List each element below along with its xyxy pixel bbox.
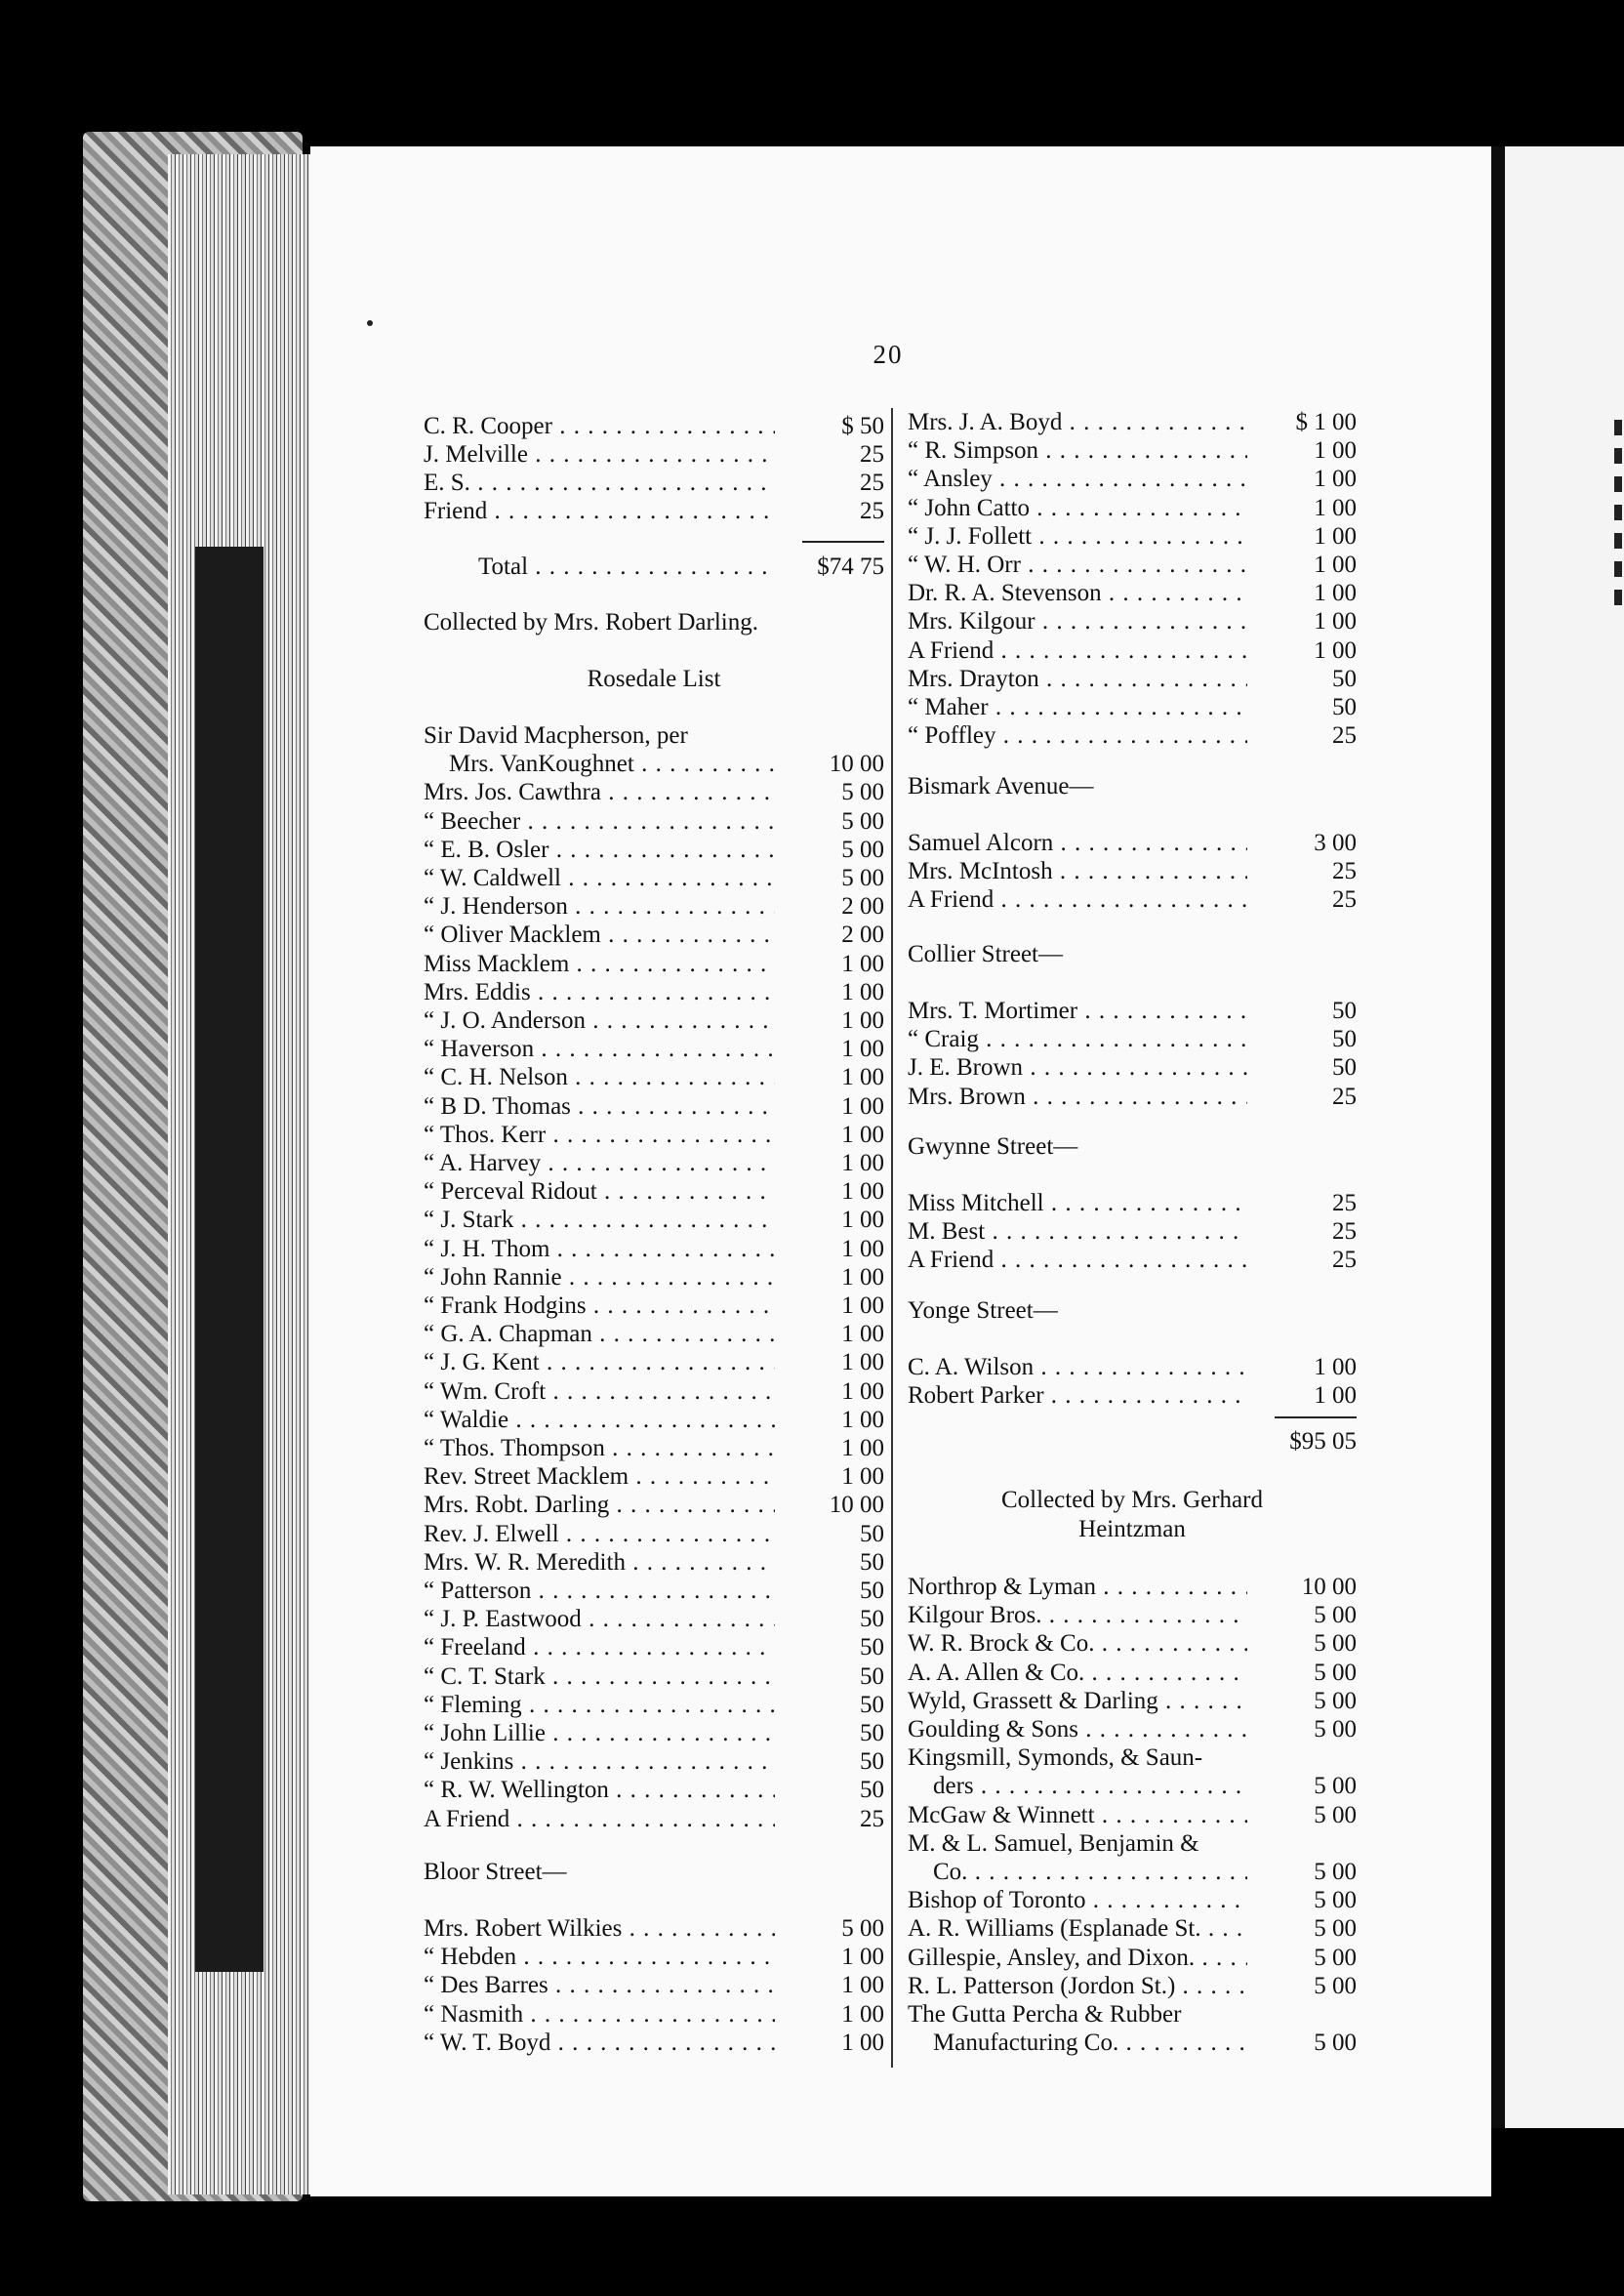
donor-name: “ Wm. Croft . . . (424, 1377, 775, 1406)
list-item (908, 1246, 1357, 1274)
donor-name: “ Haverson . . . (424, 1035, 775, 1063)
list-item (908, 693, 1357, 721)
list-item (908, 1772, 1357, 1800)
donation-amount: 50 (1332, 998, 1357, 1024)
list-item (908, 636, 1357, 665)
donor-name: Mrs. W. R. Meredith . . . (424, 1548, 775, 1577)
list-item (908, 1353, 1357, 1381)
donation-amount: 50 (1332, 665, 1357, 692)
donor-name: Goulding & Sons . . . (908, 1715, 1247, 1743)
donation-amount: 1 00 (841, 1207, 884, 1234)
donation-amount: 1 00 (841, 1435, 884, 1461)
list-item (908, 1025, 1357, 1053)
list-item (424, 1348, 884, 1376)
subtotal-amount: $95 05 (1289, 1428, 1357, 1455)
donation-amount: 25 (860, 498, 884, 524)
donor-name: R. L. Patterson (Jordon St.) . . . (908, 1972, 1247, 2000)
donor-name: A Friend . . . (908, 1246, 1247, 1274)
donation-amount: 50 (1332, 1026, 1357, 1053)
list-item (424, 2029, 884, 2057)
donor-name: “ Oliver Macklem . . . (424, 921, 775, 949)
donation-amount: 50 (860, 1748, 884, 1776)
donation-amount: 50 (860, 1720, 884, 1746)
list-item (424, 1633, 884, 1661)
donor-name: Mrs. Kilgour . . . (908, 607, 1247, 636)
donor-name: “ Perceval Ridout . . . (424, 1177, 775, 1206)
collector-heading-line1: Collected by Mrs. Gerhard (1001, 1487, 1263, 1513)
donation-amount: 1 00 (1314, 636, 1357, 664)
donation-amount: 1 00 (841, 1007, 884, 1034)
donation-amount: 1 00 (841, 1178, 884, 1206)
donation-amount: 25 (860, 470, 884, 496)
list-item (908, 2029, 1357, 2057)
donor-name: “ G. A. Chapman . . . (424, 1320, 775, 1348)
list-item (424, 721, 884, 750)
list-item (424, 750, 884, 778)
donor-name: Robert Parker . . . (908, 1381, 1247, 1410)
donation-amount: 3 00 (1314, 830, 1357, 856)
donor-name: “ Maher . . . (908, 693, 1247, 721)
list-item (908, 522, 1357, 551)
donation-amount: 5 00 (1314, 1659, 1357, 1686)
donation-amount: 5 00 (1314, 1972, 1357, 1999)
list-item (424, 1577, 884, 1605)
donor-name: “ Craig . . . (908, 1025, 1247, 1053)
list-item (424, 1520, 884, 1548)
donation-amount: 50 (860, 1606, 884, 1633)
list-item (908, 1829, 1357, 1858)
donation-amount: 5 00 (841, 779, 884, 806)
donation-amount: 1 00 (841, 1377, 884, 1405)
donation-amount: 50 (860, 1548, 884, 1576)
list-item (908, 1944, 1357, 1972)
donor-name: Bishop of Toronto . . . (908, 1886, 1247, 1914)
section-heading-collier: Collier Street— (908, 941, 1063, 967)
list-item (424, 1805, 884, 1833)
list-item (424, 1177, 884, 1206)
list-item (908, 436, 1357, 465)
donor-name: M. Best . . . (908, 1217, 1247, 1246)
list-item (908, 1801, 1357, 1829)
donation-amount: 25 (1332, 886, 1357, 914)
donation-amount: 1 00 (841, 1263, 884, 1291)
list-item (908, 607, 1357, 636)
donation-amount: 5 00 (1314, 1687, 1357, 1714)
list-item (424, 1377, 884, 1406)
list-item (424, 892, 884, 921)
donation-amount: 1 00 (841, 1092, 884, 1120)
donation-amount: 5 00 (1314, 1773, 1357, 1800)
donation-amount: 1 00 (841, 1121, 884, 1148)
list-item (908, 1659, 1357, 1687)
list-item (908, 408, 1357, 436)
list-item (908, 1687, 1357, 1715)
list-item (908, 494, 1357, 522)
list-item (424, 2000, 884, 2029)
donation-amount: 50 (1332, 1054, 1357, 1082)
list-item (908, 1601, 1357, 1629)
subtotal-row (908, 1427, 1357, 1456)
list-item (424, 1320, 884, 1348)
donation-amount: 1 00 (841, 2029, 884, 2056)
donor-name: “ Thos. Kerr . . . (424, 1121, 775, 1149)
donor-name: Mrs. Robt. Darling . . . (424, 1491, 775, 1519)
donor-name: Co. . . . (908, 1858, 1247, 1886)
list-item (908, 1573, 1357, 1601)
list-item (424, 1462, 884, 1491)
donor-name: Mrs. Eddis . . . (424, 978, 775, 1006)
donation-amount: 25 (860, 441, 884, 468)
list-item (424, 1263, 884, 1292)
donor-name: “ R. W. Wellington . . . (424, 1776, 775, 1804)
donation-amount: 5 00 (841, 807, 884, 835)
list-item (424, 864, 884, 892)
list-item (424, 1914, 884, 1943)
donation-amount: 2 00 (841, 893, 884, 921)
list-item (908, 1743, 1357, 1772)
donation-amount: 1 00 (841, 2000, 884, 2028)
donation-amount: 1 00 (1314, 466, 1357, 493)
list-item (424, 836, 884, 864)
donor-name: The Gutta Percha & Rubber (908, 2001, 1182, 2028)
list-item (424, 1235, 884, 1263)
donation-amount: 50 (860, 1520, 884, 1547)
list-item (908, 579, 1357, 607)
donation-amount: 50 (860, 1634, 884, 1661)
donation-amount: 1 00 (841, 1463, 884, 1491)
donor-name: ders . . . (908, 1772, 1247, 1800)
list-item (908, 1972, 1357, 2000)
list-item (424, 1434, 884, 1462)
section-heading-bloor: Bloor Street— (424, 1859, 567, 1885)
donation-amount: 25 (1332, 1247, 1357, 1274)
donation-amount: 10 00 (829, 751, 884, 778)
donation-amount: 1 00 (1314, 1354, 1357, 1380)
donor-name: Sir David Macpherson, per (424, 722, 688, 749)
donation-amount: 50 (860, 1662, 884, 1690)
donor-name: A Friend . . . (908, 636, 1247, 665)
donor-name: J. E. Brown . . . (908, 1053, 1247, 1082)
list-item (424, 469, 884, 497)
collector-heading: Collected by Mrs. Robert Darling. (424, 609, 758, 636)
donation-amount: 25 (1332, 1190, 1357, 1216)
speck (367, 320, 373, 326)
donor-name: “ W. Caldwell . . . (424, 864, 775, 892)
list-item (908, 665, 1357, 693)
donation-amount: 1 00 (841, 1972, 884, 1999)
donor-name: Mrs. Robert Wilkies . . . (424, 1914, 775, 1943)
list-item (908, 1053, 1357, 1082)
list-item (424, 1149, 884, 1177)
list-item (424, 1206, 884, 1234)
donation-amount: 5 00 (1314, 1859, 1357, 1885)
list-item (424, 1548, 884, 1577)
list-item (424, 807, 884, 836)
donor-name: Mrs. Drayton . . . (908, 665, 1247, 693)
list-item (908, 997, 1357, 1025)
donor-name: “ Patterson . . . (424, 1577, 775, 1605)
donor-name: “ Freeland . . . (424, 1633, 775, 1661)
donation-amount: 1 00 (1314, 608, 1357, 636)
donor-name: A Friend . . . (424, 1805, 775, 1833)
donation-amount: 25 (1332, 722, 1357, 750)
donor-name: McGaw & Winnett . . . (908, 1801, 1247, 1829)
list-item (908, 1886, 1357, 1914)
total-row (424, 553, 884, 581)
donor-name: C. A. Wilson . . . (908, 1353, 1247, 1381)
donor-name: “ C. H. Nelson . . . (424, 1063, 775, 1091)
donor-name: Wyld, Grassett & Darling . . . (908, 1687, 1247, 1715)
donation-amount: 1 00 (841, 1235, 884, 1262)
donor-name: C. R. Cooper . . . (424, 412, 775, 440)
gutter-shadow (1491, 146, 1505, 2128)
donation-amount: $ 50 (841, 413, 884, 439)
donor-name: “ Frank Hodgins . . . (424, 1292, 775, 1320)
total-label: Total . . . (424, 553, 775, 581)
donor-name: “ J. J. Follett . . . (908, 522, 1247, 551)
column-divider (891, 408, 893, 2068)
donation-amount: 1 00 (1314, 1382, 1357, 1410)
list-item (908, 1189, 1357, 1217)
donor-name: “ Nasmith . . . (424, 2000, 775, 2029)
section-heading-yonge: Yonge Street— (908, 1297, 1058, 1324)
list-item (908, 465, 1357, 493)
donation-amount: 5 00 (1314, 1630, 1357, 1658)
donation-amount: 1 00 (841, 1036, 884, 1063)
facing-page (1505, 146, 1624, 2128)
list-item (908, 1715, 1357, 1743)
list-item (424, 1063, 884, 1091)
donor-name: “ R. Simpson . . . (908, 436, 1247, 465)
list-item (424, 921, 884, 949)
list-item (424, 1747, 884, 1776)
donation-amount: 1 00 (1314, 437, 1357, 465)
list-item (424, 1605, 884, 1633)
list-item (424, 978, 884, 1006)
donor-name: Samuel Alcorn . . . (908, 829, 1247, 857)
donation-amount: 5 00 (1314, 2030, 1357, 2057)
total-amount: $74 75 (817, 554, 884, 580)
list-item (424, 950, 884, 978)
donor-name: “ Beecher . . . (424, 807, 775, 836)
donation-amount: 1 00 (841, 1321, 884, 1348)
section-heading-bismark: Bismark Avenue— (908, 773, 1094, 800)
donation-amount: 25 (1332, 1083, 1357, 1110)
donation-amount: 5 00 (1314, 1716, 1357, 1742)
donor-name: Mrs. J. A. Boyd . . . (908, 408, 1247, 436)
donation-amount: 1 00 (841, 1349, 884, 1376)
list-item (424, 1035, 884, 1063)
list-item (424, 1971, 884, 1999)
list-item (424, 1691, 884, 1719)
donation-amount: 5 00 (1314, 1944, 1357, 1971)
donor-name: Northrop & Lyman . . . (908, 1573, 1247, 1601)
donation-amount: 1 00 (841, 1292, 884, 1319)
donor-name: “ Jenkins . . . (424, 1747, 775, 1776)
donor-name: Friend . . . (424, 497, 775, 525)
donor-name: “ J. H. Thom . . . (424, 1235, 775, 1263)
donor-name: Kingsmill, Symonds, & Saun- (908, 1744, 1203, 1772)
donation-amount: 50 (860, 1578, 884, 1604)
donor-name: Rev. J. Elwell . . . (424, 1520, 775, 1548)
facing-page-text-fragment (1614, 420, 1622, 605)
donor-name: E. S. . . . (424, 469, 775, 497)
donor-name: “ A. Harvey . . . (424, 1149, 775, 1177)
list-item (908, 551, 1357, 579)
list-item (908, 2000, 1357, 2029)
list-item (908, 1217, 1357, 1246)
donation-amount: 10 00 (829, 1492, 884, 1519)
donation-amount: 5 00 (1314, 1801, 1357, 1828)
list-item (424, 1092, 884, 1121)
donor-name: “ Fleming . . . (424, 1691, 775, 1719)
list-item (908, 1381, 1357, 1410)
donor-name: “ B D. Thomas . . . (424, 1092, 775, 1121)
donation-amount: 1 00 (841, 1944, 884, 1971)
donor-name: Mrs. McIntosh . . . (908, 857, 1247, 885)
donor-name: “ J. G. Kent . . . (424, 1348, 775, 1376)
list-item (424, 1943, 884, 1971)
donor-name: Kilgour Bros. . . . (908, 1601, 1247, 1629)
total-rule (802, 541, 884, 543)
donation-amount: 1 00 (841, 1406, 884, 1433)
page-number: 20 (873, 340, 904, 369)
list-item (424, 1121, 884, 1149)
donor-name: “ John Catto . . . (908, 494, 1247, 522)
donation-amount: 1 00 (1314, 552, 1357, 578)
donation-amount: 50 (860, 1777, 884, 1804)
donation-amount: 1 00 (1314, 580, 1357, 607)
donation-amount: 1 00 (1314, 522, 1357, 550)
list-item (908, 1858, 1357, 1886)
list-item (424, 1491, 884, 1519)
donor-name: M. & L. Samuel, Benjamin & (908, 1829, 1199, 1857)
donation-amount: 50 (860, 1691, 884, 1718)
donation-amount: 1 00 (841, 1150, 884, 1176)
list-item (908, 885, 1357, 914)
list-item (908, 721, 1357, 750)
donor-name: “ E. B. Osler . . . (424, 836, 775, 864)
subtotal-rule (1275, 1416, 1357, 1418)
donation-amount: 50 (1332, 694, 1357, 720)
donor-name: Mrs. VanKoughnet . . . (424, 750, 775, 778)
donation-amount: 10 00 (1301, 1574, 1357, 1600)
list-item (424, 1776, 884, 1804)
donor-name: “ Waldie . . . (424, 1406, 775, 1434)
donation-amount: 25 (860, 1805, 884, 1832)
donor-name: W. R. Brock & Co. . . . (908, 1629, 1247, 1658)
donation-amount: 5 00 (841, 836, 884, 863)
donation-amount: $ 1 00 (1295, 409, 1357, 435)
donor-name: “ Ansley . . . (908, 465, 1247, 493)
donor-name: “ J. Henderson . . . (424, 892, 775, 921)
donor-name: Miss Mitchell . . . (908, 1189, 1247, 1217)
list-item (908, 1629, 1357, 1658)
donation-amount: 2 00 (841, 922, 884, 949)
donation-amount: 5 00 (1314, 1887, 1357, 1914)
list-item (424, 1406, 884, 1434)
donation-amount: 25 (1332, 1218, 1357, 1246)
donor-name: “ Poffley . . . (908, 721, 1247, 750)
donor-name: Gillespie, Ansley, and Dixon. . . . (908, 1944, 1247, 1972)
list-item (908, 829, 1357, 857)
donor-name: Manufacturing Co. . . . (908, 2029, 1247, 2057)
donor-name: Mrs. Brown . . . (908, 1083, 1247, 1111)
donor-name: A. A. Allen & Co. . . . (908, 1659, 1247, 1687)
list-item (908, 1914, 1357, 1943)
list-title: Rosedale List (587, 666, 721, 692)
donor-name: “ Des Barres . . . (424, 1971, 775, 1999)
donor-name: “ John Lillie . . . (424, 1719, 775, 1747)
donor-name: “ John Rannie . . . (424, 1263, 775, 1292)
donor-name: “ J. P. Eastwood . . . (424, 1605, 775, 1633)
collector-heading-line2: Heintzman (1078, 1516, 1186, 1542)
donor-name: “ W. T. Boyd . . . (424, 2029, 775, 2057)
donation-amount: 1 00 (1314, 494, 1357, 521)
list-item (424, 1006, 884, 1035)
list-item (424, 1662, 884, 1691)
donor-name: A Friend . . . (908, 885, 1247, 914)
donor-name: “ J. O. Anderson . . . (424, 1006, 775, 1035)
spine-shadow (195, 547, 264, 1972)
donation-amount: 1 00 (841, 950, 884, 977)
donor-name: Rev. Street Macklem . . . (424, 1462, 775, 1491)
donor-name: A. R. Williams (Esplanade St. . . . (908, 1914, 1247, 1943)
donation-amount: 1 00 (841, 978, 884, 1005)
list-item (908, 857, 1357, 885)
donor-name: “ J. Stark . . . (424, 1206, 775, 1234)
section-heading-gwynne: Gwynne Street— (908, 1133, 1078, 1160)
list-item (424, 778, 884, 806)
donor-name: “ Thos. Thompson . . . (424, 1434, 775, 1462)
donation-amount: 1 00 (841, 1064, 884, 1091)
donor-name: “ Hebden . . . (424, 1943, 775, 1971)
donor-name: Miss Macklem . . . (424, 950, 775, 978)
list-item (424, 440, 884, 469)
donor-name: “ C. T. Stark . . . (424, 1662, 775, 1691)
donor-name: “ W. H. Orr . . . (908, 551, 1247, 579)
donation-amount: 5 00 (1314, 1602, 1357, 1629)
list-item (424, 1292, 884, 1320)
donor-name: J. Melville . . . (424, 440, 775, 469)
list-item (424, 1719, 884, 1747)
donor-name: Dr. R. A. Stevenson . . . (908, 579, 1247, 607)
list-item (424, 412, 884, 440)
list-item (908, 1083, 1357, 1111)
donation-amount: 5 00 (841, 1915, 884, 1942)
donation-amount: 5 00 (1314, 1915, 1357, 1943)
donation-amount: 5 00 (841, 865, 884, 891)
list-item (424, 497, 884, 525)
donor-name: Mrs. Jos. Cawthra . . . (424, 778, 775, 806)
donation-amount: 25 (1332, 858, 1357, 885)
donor-name: Mrs. T. Mortimer . . . (908, 997, 1247, 1025)
